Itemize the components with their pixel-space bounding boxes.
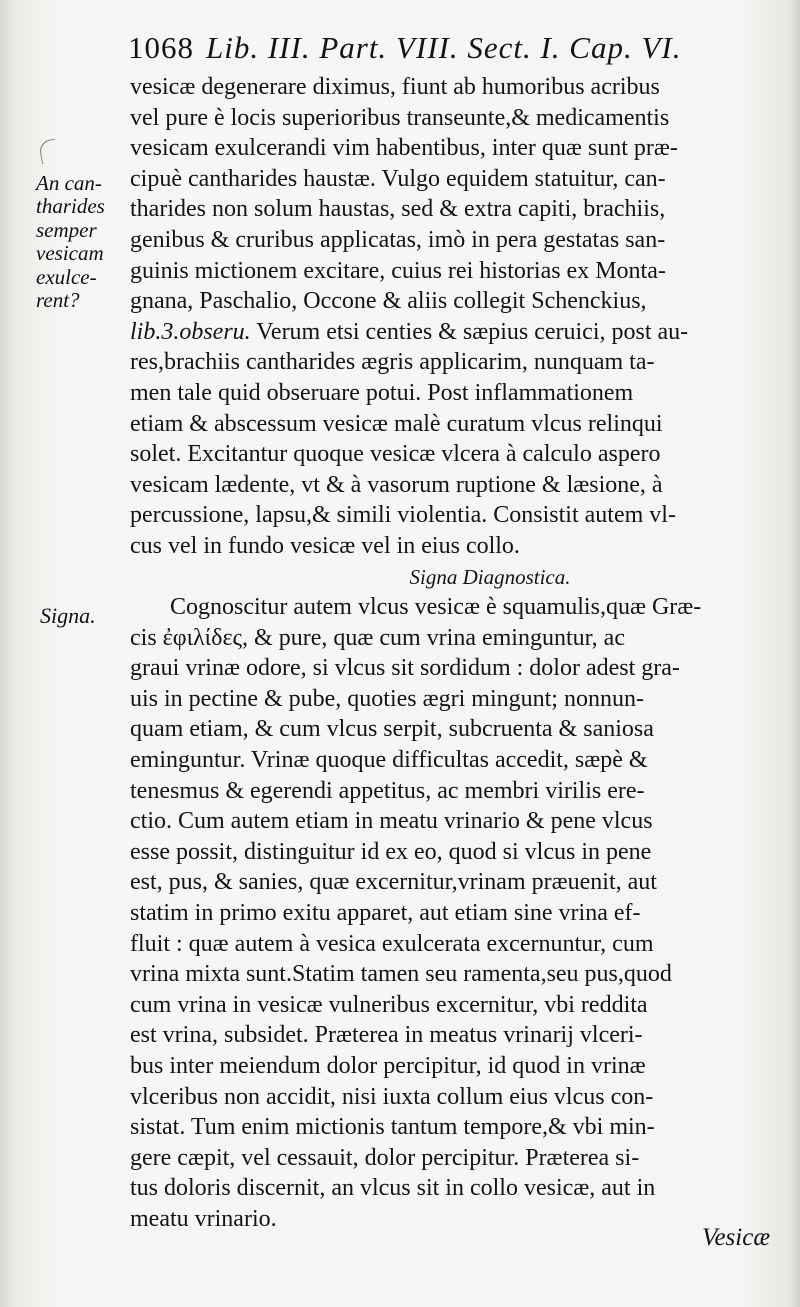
text-line (130, 714, 770, 745)
text-line (130, 653, 770, 684)
line-text: vlceribus non accidit, nisi iuxta collum eius vlcus con- (130, 1083, 654, 1110)
text-line (130, 1204, 770, 1235)
text-line (130, 378, 770, 409)
line-text: ctio. Cum autem etiam in meatu vrinario & pene vlcus (130, 808, 653, 835)
line-text: est, pus, & sanies, quæ excernitur,vrinam præuenit, aut (130, 869, 657, 896)
text-line (130, 317, 770, 348)
line-text: vesicæ degenerare diximus, fiunt ab humoribus acribus (130, 74, 660, 100)
text-line (130, 837, 770, 868)
body-text (130, 72, 770, 1235)
marginal-note-line: An can- (36, 171, 102, 195)
line-text: vel pure è locis superioribus transeunte,& medicamentis (130, 104, 670, 131)
text-line (130, 592, 770, 623)
text-line (130, 531, 770, 562)
text-line (130, 439, 770, 470)
line-text: solet. Excitantur quoque vesicæ vlcera à calculo aspero (130, 441, 661, 468)
text-line (130, 256, 770, 287)
line-text: vrina mixta sunt.Statim tamen seu ramenta,seu pus,quod (130, 961, 672, 988)
text-line (130, 1082, 770, 1113)
line-text: quam etiam, & cum vlcus serpit, subcruenta & saniosa (130, 716, 654, 743)
line-text: Cognoscitur autem vlcus vesicæ è squamulis,quæ Græ- (170, 594, 702, 621)
line-text: vesicam lædente, vt & à vasorum ruptione & læsione, à (130, 471, 663, 498)
line-text: statim in primo exitu apparet, aut etiam sine vrina ef- (130, 900, 641, 927)
text-line (130, 929, 770, 960)
text-line (130, 1173, 770, 1204)
line-text: cipuè cantharides haustæ. Vulgo equidem statuitur, can- (130, 165, 666, 192)
text-line (130, 347, 770, 378)
line-text: uis in pectine & pube, quoties ægri mingunt; nonnun- (130, 685, 644, 712)
marginal-note-line: vesicam (36, 241, 104, 266)
text-line (130, 776, 770, 807)
line-text: men tale quid obseruare potui. Post inflammationem (130, 379, 634, 406)
line-text: tharides non solum haustas, sed & extra capiti, brachiis, (130, 196, 666, 223)
line-text: cus vel in fundo vesicæ vel in eius collo. (130, 532, 520, 559)
running-title: Lib. III. Part. VIII. Sect. I. Cap. VI. (206, 30, 682, 65)
line-text: meatu vrinario. (130, 1205, 277, 1232)
line-text: gere cæpit, vel cessauit, dolor percipitur. Præterea si- (130, 1144, 640, 1171)
text-line (130, 225, 770, 256)
marginal-note-line: semper (36, 217, 97, 242)
line-text: percussione, lapsu,& simili violentia. Consistit autem vl- (130, 502, 676, 529)
line-text: res,brachiis cantharides ægris applicarim, nunquam ta- (130, 349, 655, 376)
text-line (130, 409, 770, 440)
text-line (130, 623, 770, 654)
text-line (130, 1051, 770, 1082)
line-text: fluit : quæ autem à vesica exulcerata excernuntur, cum (130, 930, 654, 957)
line-text: guinis mictionem excitare, cuius rei historias ex Monta- (130, 257, 666, 284)
section-heading (130, 562, 770, 593)
text-line (130, 1143, 770, 1174)
line-text: tenesmus & egerendi appetitus, ac membri virilis ere- (130, 777, 645, 804)
marginal-note-line: tharides (36, 194, 105, 219)
text-line (130, 103, 770, 134)
line-text: sistat. Tum enim mictionis tantum tempore,& vbi min- (130, 1114, 655, 1141)
catchword: Vesicæ (701, 1224, 770, 1251)
text-line (130, 72, 770, 103)
page-number: 1068 (128, 30, 194, 65)
line-text: bus inter meiendum dolor percipitur, id quod in vrinæ (130, 1053, 646, 1079)
text-line (130, 470, 770, 501)
text-line (130, 1020, 770, 1051)
marginal-note-signa: Signa. (40, 603, 96, 628)
line-text: gnana, Paschalio, Occone & aliis collegit Schenckius, (130, 288, 647, 315)
text-line (130, 990, 770, 1021)
text-line (130, 959, 770, 990)
marginal-note-cantharides (36, 172, 126, 312)
line-text: genibus & cruribus applicatas, imò in pera gestatas san- (130, 226, 666, 253)
text-line (130, 898, 770, 929)
text-line (130, 500, 770, 531)
line-text: etiam & abscessum vesicæ malè curatum vlcus relinqui (130, 410, 663, 437)
citation: lib.3.obseru. (130, 318, 251, 345)
text-line (130, 684, 770, 715)
line-text: est vrina, subsidet. Præterea in meatus vrinarij vlceri- (130, 1022, 643, 1049)
line-text: tus doloris discernit, an vlcus sit in collo vesicæ, aut in (130, 1175, 656, 1202)
text-line (130, 286, 770, 317)
text-line (130, 133, 770, 164)
marginal-note-line: exulce- (36, 264, 97, 289)
text-line (130, 164, 770, 195)
line-text: esse possit, distinguitur id ex eo, quod si vlcus in pene (130, 838, 652, 865)
running-head (128, 30, 768, 70)
line-text: cis ἐφιλίδες, & pure, quæ cum vrina eminguntur, ac (130, 624, 625, 651)
margin-ink-mark (38, 139, 59, 165)
line-text: vesicam exulcerandi vim habentibus, inter quæ sunt præ- (130, 135, 678, 162)
text-line (130, 1112, 770, 1143)
text-line (130, 745, 770, 776)
line-text: Signa Diagnostica. (409, 564, 571, 589)
line-text: eminguntur. Vrinæ quoque difficultas accedit, sæpè & (130, 747, 648, 774)
marginal-note-line: rent? (36, 288, 80, 313)
line-text: cum vrina in vesicæ vulneribus excernitur, vbi reddita (130, 991, 648, 1018)
text-line (130, 194, 770, 225)
text-line (130, 806, 770, 837)
text-line (130, 867, 770, 898)
line-text: Verum etsi centies & sæpius ceruici, post au- (250, 318, 689, 345)
line-text: graui vrinæ odore, si vlcus sit sordidum : dolor adest gra- (130, 655, 680, 682)
